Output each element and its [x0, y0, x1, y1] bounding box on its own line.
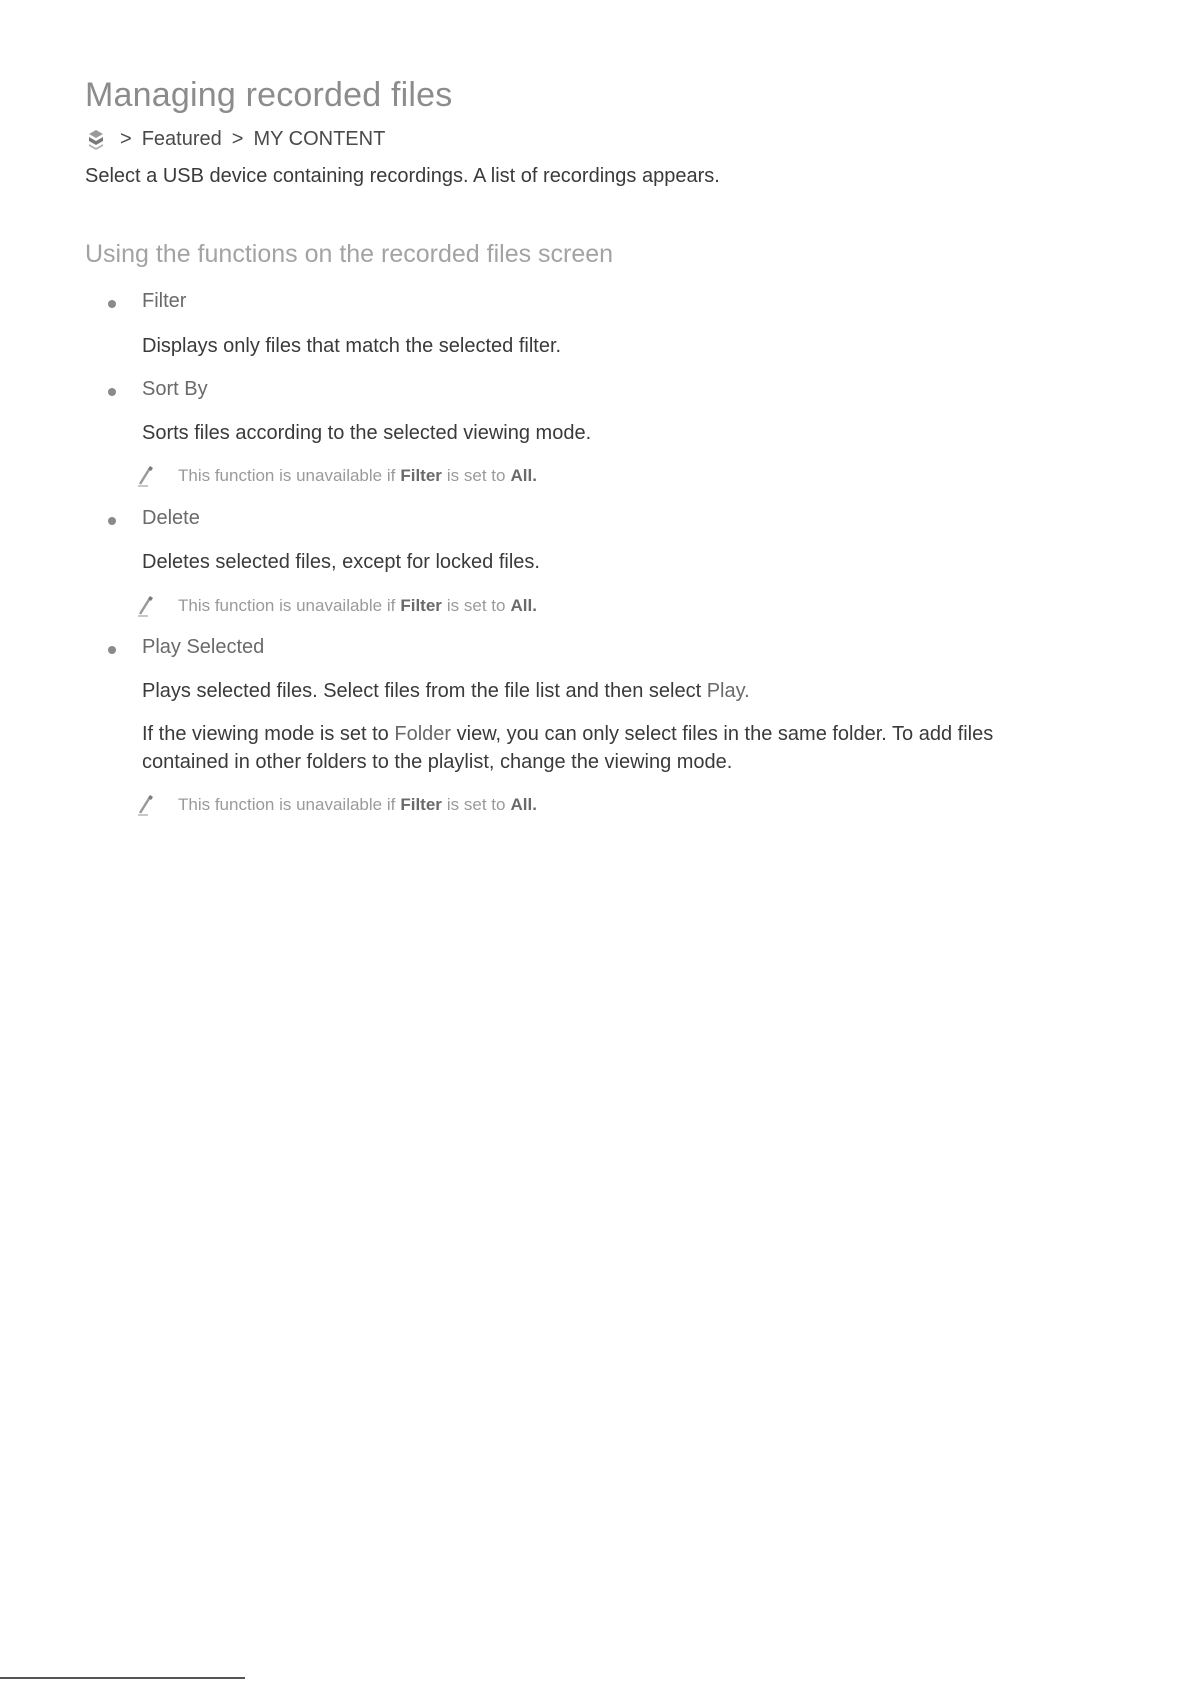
bullet	[108, 517, 116, 525]
page-title: Managing recorded files	[85, 76, 453, 114]
note-filter: Filter	[400, 466, 442, 485]
item-desc-sort-by: Sorts files according to the selected viewing mode.	[142, 422, 592, 444]
note	[136, 793, 542, 817]
note-middle: is set to	[446, 596, 506, 615]
item-title-play-selected: Play Selected	[142, 636, 265, 658]
note-filter: Filter	[400, 596, 442, 615]
note-filter: Filter	[400, 795, 442, 814]
smart-hub-icon[interactable]	[88, 129, 104, 151]
note-all: All.	[510, 466, 537, 485]
breadcrumb-my-content[interactable]: MY CONTENT	[253, 128, 386, 150]
footer-rule	[0, 1677, 245, 1679]
item-desc-delete: Deletes selected files, except for locked files.	[142, 551, 540, 573]
note-middle: is set to	[446, 466, 506, 485]
breadcrumb-featured[interactable]: Featured	[141, 128, 222, 150]
pencil-icon	[136, 594, 156, 618]
intro-text: Select a USB device containing recordings. A list of recordings appears.	[85, 165, 720, 187]
bullet	[108, 300, 116, 308]
note-prefix: This function is unavailable if	[178, 466, 396, 485]
breadcrumb-separator: >	[231, 128, 244, 150]
note	[136, 464, 542, 488]
note-all: All.	[510, 596, 537, 615]
item-desc-play-selected-2: If the viewing mode is set to Folder view, you can only select files in the same folder. To add files contained in other folders to the playlist, change the viewing mode.	[142, 723, 994, 773]
item-title-delete: Delete	[142, 507, 200, 529]
note-prefix: This function is unavailable if	[178, 596, 396, 615]
item-title-sort-by: Sort By	[142, 378, 208, 400]
item-desc-play-selected-1: Plays selected files. Select files from the file list and then select Play.	[142, 680, 750, 702]
section-title: Using the functions on the recorded files screen	[85, 240, 614, 268]
note-middle: is set to	[446, 795, 506, 814]
item-desc-filter: Displays only files that match the selected filter.	[142, 335, 562, 357]
pencil-icon	[136, 793, 156, 817]
note	[136, 594, 542, 618]
play-label: Play.	[706, 680, 750, 702]
breadcrumb	[88, 128, 385, 151]
item-title-filter: Filter	[142, 290, 187, 312]
note-prefix: This function is unavailable if	[178, 795, 396, 814]
folder-label: Folder	[394, 723, 452, 745]
bullet	[108, 388, 116, 396]
pencil-icon	[136, 464, 156, 488]
note-all: All.	[510, 795, 537, 814]
breadcrumb-separator: >	[120, 128, 132, 150]
bullet	[108, 646, 116, 654]
